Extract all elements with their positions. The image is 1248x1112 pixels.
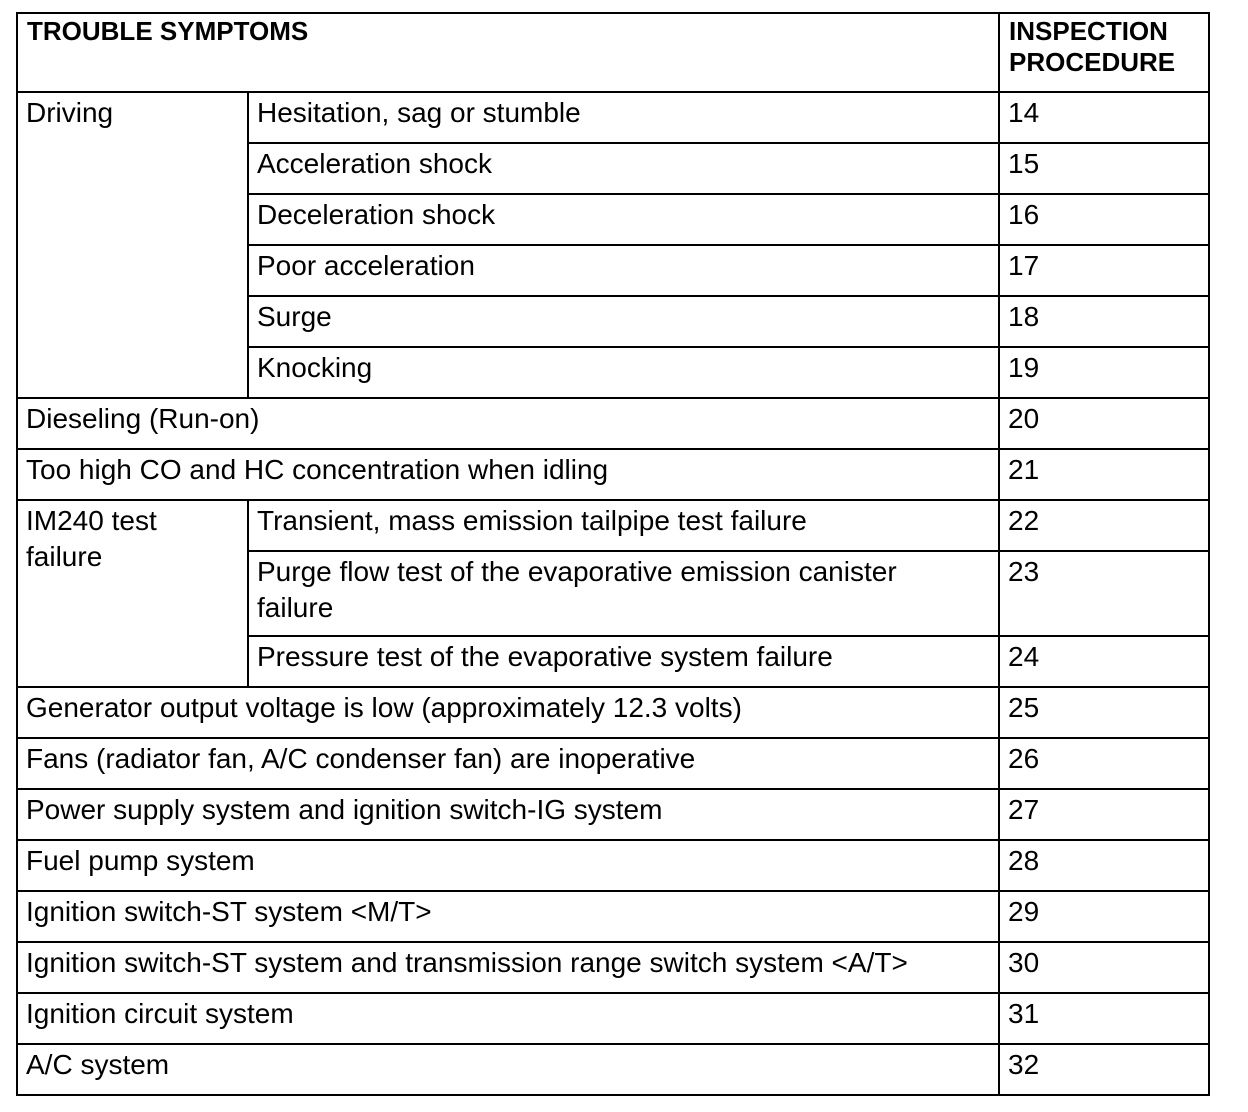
procedure-cell: 32 bbox=[999, 1044, 1209, 1095]
table-row bbox=[17, 942, 1209, 993]
table-header-row bbox=[17, 13, 1209, 92]
table-row bbox=[17, 500, 1209, 551]
symptom-cell: Too high CO and HC concentration when idling bbox=[17, 449, 999, 500]
procedure-cell: 20 bbox=[999, 398, 1209, 449]
procedure-cell: 26 bbox=[999, 738, 1209, 789]
procedure-cell: 15 bbox=[999, 143, 1209, 194]
symptom-cell: Acceleration shock bbox=[248, 143, 999, 194]
header-inspection-procedure bbox=[999, 13, 1209, 92]
procedure-cell: 25 bbox=[999, 687, 1209, 738]
procedure-cell: 21 bbox=[999, 449, 1209, 500]
symptom-cell: Ignition switch-ST system <M/T> bbox=[17, 891, 999, 942]
header-trouble-symptoms: TROUBLE SYMPTOMS bbox=[17, 13, 999, 92]
symptom-cell: Dieseling (Run-on) bbox=[17, 398, 999, 449]
procedure-cell: 22 bbox=[999, 500, 1209, 551]
table-row bbox=[17, 398, 1209, 449]
procedure-cell: 19 bbox=[999, 347, 1209, 398]
header-procedure-line2: PROCEDURE bbox=[1009, 47, 1176, 77]
symptom-cell: Power supply system and ignition switch-IG system bbox=[17, 789, 999, 840]
symptom-cell: Fans (radiator fan, A/C condenser fan) are inoperative bbox=[17, 738, 999, 789]
group-label-im240 bbox=[17, 500, 248, 687]
symptom-cell: Generator output voltage is low (approximately 12.3 volts) bbox=[17, 687, 999, 738]
procedure-cell: 27 bbox=[999, 789, 1209, 840]
header-procedure-line1: INSPECTION bbox=[1009, 16, 1168, 46]
symptom-cell: A/C system bbox=[17, 1044, 999, 1095]
symptom-cell: Pressure test of the evaporative system failure bbox=[248, 636, 999, 687]
symptom-cell: Transient, mass emission tailpipe test failure bbox=[248, 500, 999, 551]
group-label-line2: failure bbox=[26, 541, 103, 572]
procedure-cell: 30 bbox=[999, 942, 1209, 993]
symptom-cell: Hesitation, sag or stumble bbox=[248, 92, 999, 143]
table-row bbox=[17, 840, 1209, 891]
symptom-cell: Ignition switch-ST system and transmission range switch system <A/T> bbox=[17, 942, 999, 993]
symptom-cell: Deceleration shock bbox=[248, 194, 999, 245]
symptom-cell: Ignition circuit system bbox=[17, 993, 999, 1044]
table-row bbox=[17, 993, 1209, 1044]
table-row bbox=[17, 738, 1209, 789]
table-row bbox=[17, 789, 1209, 840]
trouble-symptoms-table bbox=[16, 12, 1210, 1096]
group-label-driving: Driving bbox=[17, 92, 248, 398]
procedure-cell: 17 bbox=[999, 245, 1209, 296]
table-row bbox=[17, 891, 1209, 942]
table-row bbox=[17, 449, 1209, 500]
table-row bbox=[17, 687, 1209, 738]
table-row bbox=[17, 1044, 1209, 1095]
symptom-line2: failure bbox=[257, 592, 334, 623]
procedure-cell: 24 bbox=[999, 636, 1209, 687]
symptom-cell: Poor acceleration bbox=[248, 245, 999, 296]
procedure-cell: 16 bbox=[999, 194, 1209, 245]
group-label-line1: IM240 test bbox=[26, 505, 157, 536]
procedure-cell: 14 bbox=[999, 92, 1209, 143]
procedure-cell: 28 bbox=[999, 840, 1209, 891]
procedure-cell: 31 bbox=[999, 993, 1209, 1044]
procedure-cell: 18 bbox=[999, 296, 1209, 347]
procedure-cell: 29 bbox=[999, 891, 1209, 942]
table-row bbox=[17, 92, 1209, 143]
procedure-cell: 23 bbox=[999, 551, 1209, 636]
symptom-cell: Fuel pump system bbox=[17, 840, 999, 891]
symptom-cell bbox=[248, 551, 999, 636]
symptom-cell: Knocking bbox=[248, 347, 999, 398]
symptom-cell: Surge bbox=[248, 296, 999, 347]
symptom-line1: Purge flow test of the evaporative emission canister bbox=[257, 556, 897, 587]
